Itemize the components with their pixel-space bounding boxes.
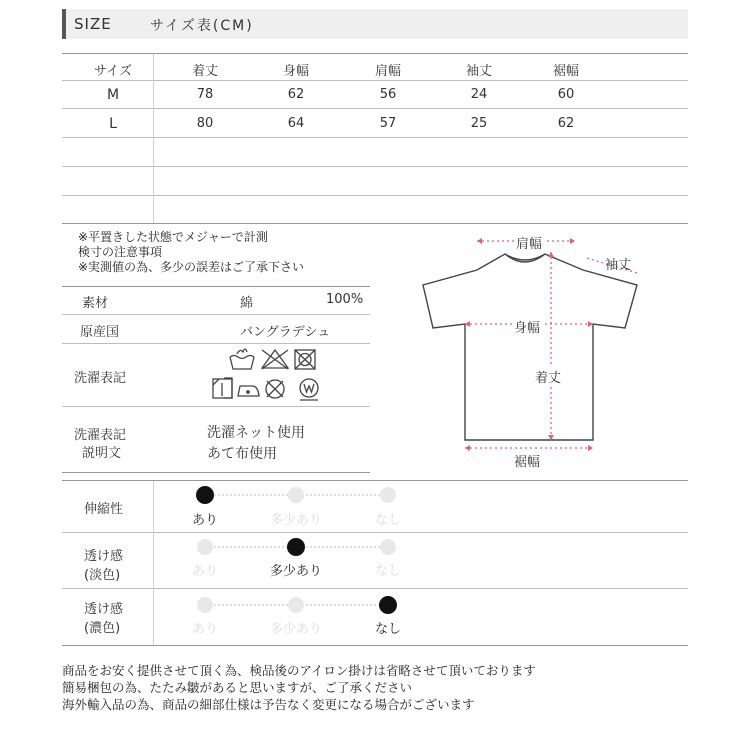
scale-dot <box>380 539 396 555</box>
table-cell: 56 <box>379 87 397 102</box>
footer-note: 海外輸入品の為、商品の細部仕様は予告なく変更になる場合がございます <box>62 697 475 712</box>
info-rule <box>62 343 370 344</box>
attribute-rule <box>62 588 688 589</box>
page-title: サイズ表(CM) <box>150 18 254 34</box>
no-tumble-dry-icon <box>295 350 315 369</box>
iron-icon <box>238 386 259 396</box>
info-rule <box>62 286 370 287</box>
size-label: SIZE <box>74 15 112 33</box>
hand-wash-icon <box>230 349 254 369</box>
measurement-note: ※平置きした状態でメジャーで計測 <box>78 230 268 244</box>
diagram-label-hem: 裾幅 <box>512 451 542 470</box>
attribute-label: 伸縮性 <box>84 502 124 517</box>
attribute-rule <box>62 480 688 481</box>
material-value: 綿 <box>240 296 254 311</box>
material-label: 素材 <box>82 296 109 311</box>
scale-dot <box>197 539 213 555</box>
info-rule <box>62 406 370 407</box>
table-header-size: サイズ <box>94 64 132 79</box>
scale-option-label: あり <box>191 564 218 579</box>
scale-option-label: あり <box>191 622 218 637</box>
scale-option-label: なし <box>374 622 401 637</box>
no-bleach-icon <box>262 350 288 369</box>
origin-label: 原産国 <box>80 325 120 340</box>
scale-dot-selected <box>287 538 305 556</box>
attribute-label: (濃色) <box>84 621 121 636</box>
table-bottom-rule <box>62 223 688 224</box>
scale-dot <box>380 487 396 503</box>
table-rule <box>62 137 688 138</box>
scale-option-label: あり <box>191 513 218 528</box>
scale-dot <box>197 597 213 613</box>
attribute-label: 透け感 <box>84 602 124 617</box>
table-header-body-width: 身幅 <box>282 64 309 79</box>
scale-option-label: 多少あり <box>269 564 322 579</box>
attribute-label: 透け感 <box>84 549 124 564</box>
table-rule <box>62 195 688 196</box>
table-top-rule <box>62 53 688 54</box>
care-desc-text: あて布使用 <box>207 446 277 462</box>
table-cell: M <box>106 87 120 103</box>
table-cell: L <box>109 116 117 132</box>
scale-dot <box>288 487 304 503</box>
scale-option-label: 多少あり <box>269 622 322 637</box>
table-cell: 57 <box>379 116 397 131</box>
info-rule <box>62 314 370 315</box>
table-header-length: 着丈 <box>191 64 218 79</box>
table-cell: 62 <box>557 116 575 131</box>
attribute-label: (淡色) <box>84 568 121 583</box>
table-rule <box>62 166 688 167</box>
scale-dot <box>288 597 304 613</box>
attribute-rule <box>62 532 688 533</box>
table-cell: 60 <box>557 87 575 102</box>
scale-dot-selected <box>379 596 397 614</box>
section-header <box>62 9 688 39</box>
origin-value: バングラデシュ <box>240 325 331 340</box>
table-cell: 64 <box>287 116 305 131</box>
info-rule <box>62 472 370 473</box>
care-desc-label: 洗濯表記 <box>74 428 127 443</box>
table-column-divider <box>153 54 154 223</box>
diagram-label-sleeve: 袖丈 <box>605 258 632 273</box>
no-dry-clean-icon <box>266 380 284 398</box>
table-rule <box>62 108 688 109</box>
table-cell: 62 <box>287 87 305 102</box>
care-label: 洗濯表記 <box>74 371 127 386</box>
drip-dry-shade-icon <box>210 376 236 402</box>
scale-dot-selected <box>196 486 214 504</box>
care-desc-label: 説明文 <box>82 446 122 461</box>
measurement-note: ※実測値の為、多少の誤差はご了承下さい <box>78 260 305 274</box>
attribute-rule <box>62 645 688 646</box>
table-cell: 78 <box>196 87 214 102</box>
diagram-label-body-width: 身幅 <box>512 317 542 336</box>
diagram-label-length: 着丈 <box>533 367 563 386</box>
measurement-note: 検寸の注意事項 <box>78 245 163 259</box>
table-header-shoulder: 肩幅 <box>374 64 401 79</box>
table-cell: 24 <box>470 87 488 102</box>
table-cell: 80 <box>196 116 214 131</box>
scale-option-label: なし <box>374 513 401 528</box>
footer-note: 商品をお安く提供させて頂く為、検品後のアイロン掛けは省略させて頂いております <box>62 663 536 678</box>
care-symbols <box>224 346 334 404</box>
diagram-label-shoulder: 肩幅 <box>514 233 544 252</box>
care-desc-text: 洗濯ネット使用 <box>207 425 305 441</box>
tshirt-outline <box>423 254 637 440</box>
table-cell: 25 <box>470 116 488 131</box>
footer-note: 簡易梱包の為、たたみ皺があると思いますが、ご了承ください <box>62 680 413 695</box>
scale-option-label: 多少あり <box>269 513 322 528</box>
table-header-sleeve: 袖丈 <box>465 64 492 79</box>
attribute-column-divider <box>153 481 154 645</box>
wet-clean-icon <box>300 379 318 400</box>
table-header-hem: 裾幅 <box>552 64 579 79</box>
table-rule <box>62 80 688 81</box>
scale-option-label: なし <box>374 564 401 579</box>
material-percent: 100% <box>326 292 364 307</box>
